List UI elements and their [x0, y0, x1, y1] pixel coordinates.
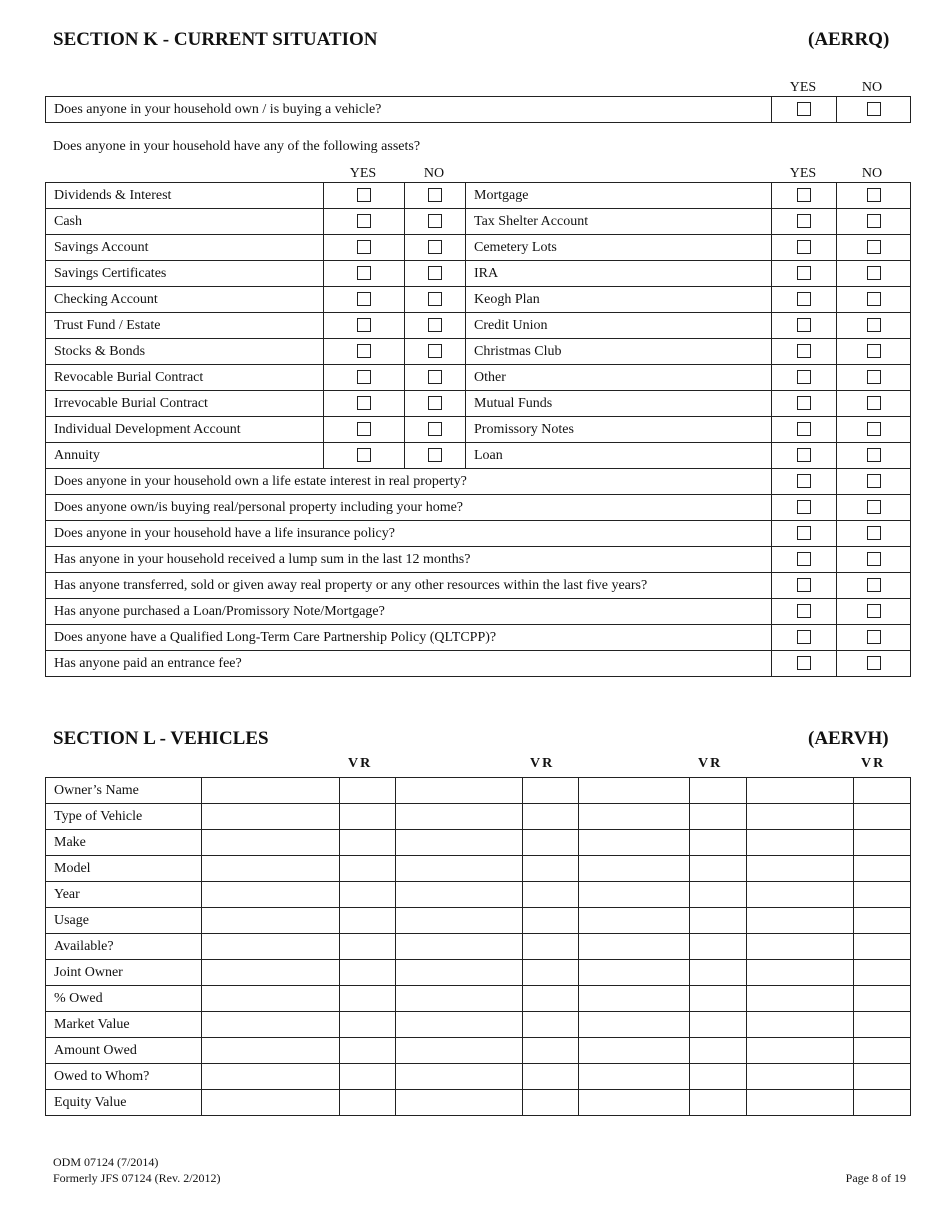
checkbox-no[interactable] [867, 422, 881, 436]
checkbox-no[interactable] [867, 630, 881, 644]
asset-label-right: Credit Union [466, 313, 772, 339]
checkbox-no[interactable] [428, 422, 442, 436]
yes-label: YES [789, 80, 817, 95]
checkbox-yes[interactable] [797, 344, 811, 358]
checkbox-no[interactable] [428, 214, 442, 228]
checkbox-yes[interactable] [797, 422, 811, 436]
checkbox-no[interactable] [867, 318, 881, 332]
table-row [46, 651, 911, 677]
table-row [46, 235, 911, 261]
checkbox-yes[interactable] [797, 292, 811, 306]
vr-label-4: VR [861, 756, 886, 771]
checkbox-yes[interactable] [797, 500, 811, 514]
vehicle-field-input[interactable] [396, 882, 523, 908]
checkbox-no[interactable] [867, 396, 881, 410]
asset-label-right: Loan [466, 443, 772, 469]
vehicle-field-input[interactable] [396, 1038, 523, 1064]
table-row [46, 495, 911, 521]
vehicle-field-label: Owed to Whom? [46, 1064, 202, 1090]
vehicle-field-input[interactable] [854, 830, 911, 856]
checkbox-yes[interactable] [357, 448, 371, 462]
vehicle-field-input[interactable] [202, 986, 340, 1012]
table-row [46, 882, 911, 908]
checkbox-yes[interactable] [797, 448, 811, 462]
checkbox-yes[interactable] [357, 266, 371, 280]
question-label: Has anyone paid an entrance fee? [46, 651, 772, 677]
vehicle-field-input[interactable] [747, 804, 854, 830]
vehicles-table [45, 777, 911, 1116]
checkbox-no[interactable] [867, 500, 881, 514]
vehicle-field-input[interactable] [579, 908, 690, 934]
vehicle-field-label: Market Value [46, 1012, 202, 1038]
checkbox-no[interactable] [428, 396, 442, 410]
asset-label-right: Mutual Funds [466, 391, 772, 417]
checkbox-no[interactable] [867, 448, 881, 462]
vehicle-field-input[interactable] [340, 1090, 396, 1116]
vehicle-field-input[interactable] [579, 934, 690, 960]
checkbox-yes[interactable] [357, 318, 371, 332]
footer-formerly: Formerly JFS 07124 (Rev. 2/2012) [53, 1171, 221, 1185]
asset-label-right: Mortgage [466, 183, 772, 209]
table-row [46, 287, 911, 313]
table-row [46, 778, 911, 804]
vehicle-field-label: Type of Vehicle [46, 804, 202, 830]
vehicle-field-input[interactable] [579, 1038, 690, 1064]
checkbox-no[interactable] [867, 578, 881, 592]
vehicle-field-input[interactable] [523, 778, 579, 804]
vr-label-1: VR [348, 756, 373, 771]
vehicle-field-input[interactable] [523, 1012, 579, 1038]
vehicle-field-input[interactable] [523, 908, 579, 934]
checkbox-yes[interactable] [797, 188, 811, 202]
vehicle-field-input[interactable] [340, 778, 396, 804]
vehicle-field-input[interactable] [854, 908, 911, 934]
checkbox-yes[interactable] [797, 102, 811, 116]
vehicle-field-input[interactable] [523, 1038, 579, 1064]
checkbox-no[interactable] [867, 474, 881, 488]
table-row [46, 856, 911, 882]
table-row [46, 625, 911, 651]
asset-label-right: Other [466, 365, 772, 391]
vehicle-field-input[interactable] [340, 1038, 396, 1064]
vehicle-field-input[interactable] [523, 882, 579, 908]
checkbox-yes[interactable] [797, 240, 811, 254]
vehicle-field-input[interactable] [854, 960, 911, 986]
asset-label-left: Stocks & Bonds [46, 339, 324, 365]
vehicle-field-input[interactable] [747, 908, 854, 934]
vehicle-field-input[interactable] [202, 830, 340, 856]
footer-page: Page 8 of 19 [845, 1171, 906, 1185]
asset-label-left: Revocable Burial Contract [46, 365, 324, 391]
vehicle-field-input[interactable] [396, 1064, 523, 1090]
table-row [46, 934, 911, 960]
vehicle-field-input[interactable] [854, 934, 911, 960]
vehicle-field-input[interactable] [579, 960, 690, 986]
vehicle-field-input[interactable] [854, 1090, 911, 1116]
vehicle-field-label: Available? [46, 934, 202, 960]
checkbox-no[interactable] [867, 102, 881, 116]
question-label: Has anyone purchased a Loan/Promissory Note/Mortgage? [46, 599, 772, 625]
table-row [46, 1064, 911, 1090]
asset-label-left: Irrevocable Burial Contract [46, 391, 324, 417]
checkbox-yes[interactable] [797, 578, 811, 592]
vehicle-field-input[interactable] [523, 1090, 579, 1116]
checkbox-no[interactable] [428, 318, 442, 332]
table-row [46, 365, 911, 391]
vehicle-field-input[interactable] [202, 856, 340, 882]
checkbox-no[interactable] [428, 370, 442, 384]
vehicle-field-label: Make [46, 830, 202, 856]
table-row [46, 960, 911, 986]
vehicle-field-input[interactable] [396, 830, 523, 856]
vehicle-field-input[interactable] [854, 804, 911, 830]
vehicle-field-input[interactable] [340, 908, 396, 934]
asset-label-left: Annuity [46, 443, 324, 469]
vehicle-field-input[interactable] [340, 934, 396, 960]
checkbox-no[interactable] [867, 552, 881, 566]
checkbox-yes[interactable] [797, 552, 811, 566]
checkbox-no[interactable] [867, 604, 881, 618]
checkbox-yes[interactable] [797, 318, 811, 332]
asset-label-left: Savings Certificates [46, 261, 324, 287]
vehicle-field-input[interactable] [340, 1012, 396, 1038]
vehicle-field-input[interactable] [854, 882, 911, 908]
checkbox-no[interactable] [428, 448, 442, 462]
vehicle-field-input[interactable] [747, 960, 854, 986]
assets-table [45, 182, 911, 677]
asset-label-right: Christmas Club [466, 339, 772, 365]
no-label: NO [861, 80, 883, 95]
vehicle-field-input[interactable] [690, 986, 747, 1012]
no-label-right: NO [861, 166, 883, 181]
vehicle-field-input[interactable] [202, 1090, 340, 1116]
checkbox-yes[interactable] [797, 214, 811, 228]
table-row [46, 804, 911, 830]
vehicle-field-label: Usage [46, 908, 202, 934]
no-label-left: NO [423, 166, 445, 181]
checkbox-no[interactable] [867, 656, 881, 670]
table-row [46, 599, 911, 625]
asset-label-right: Cemetery Lots [466, 235, 772, 261]
vehicle-field-input[interactable] [202, 882, 340, 908]
question-label: Has anyone transferred, sold or given away real property or any other resources within the last five years? [46, 573, 772, 599]
table-row [46, 443, 911, 469]
checkbox-no[interactable] [867, 240, 881, 254]
question-label: Does anyone in your household own a life estate interest in real property? [46, 469, 772, 495]
vehicle-field-input[interactable] [396, 1090, 523, 1116]
table-row [46, 908, 911, 934]
asset-label-left: Trust Fund / Estate [46, 313, 324, 339]
vehicle-field-label: Year [46, 882, 202, 908]
table-row [46, 97, 911, 123]
vehicle-field-input[interactable] [523, 804, 579, 830]
section-l-code: (AERVH) [808, 728, 889, 749]
question-label: Does anyone own/is buying real/personal property including your home? [46, 495, 772, 521]
vehicle-field-input[interactable] [747, 1090, 854, 1116]
checkbox-yes[interactable] [797, 656, 811, 670]
vehicle-field-input[interactable] [523, 934, 579, 960]
vehicle-field-input[interactable] [690, 882, 747, 908]
checkbox-yes[interactable] [357, 396, 371, 410]
vehicle-field-input[interactable] [747, 778, 854, 804]
vehicle-field-input[interactable] [340, 960, 396, 986]
checkbox-no[interactable] [428, 344, 442, 358]
asset-label-left: Checking Account [46, 287, 324, 313]
vehicle-field-input[interactable] [579, 830, 690, 856]
vehicle-field-input[interactable] [396, 856, 523, 882]
checkbox-no[interactable] [867, 188, 881, 202]
vehicle-field-input[interactable] [579, 1012, 690, 1038]
vehicle-field-input[interactable] [523, 856, 579, 882]
checkbox-yes[interactable] [797, 474, 811, 488]
yes-label-left: YES [349, 166, 377, 181]
checkbox-yes[interactable] [797, 604, 811, 618]
asset-label-right: IRA [466, 261, 772, 287]
table-row [46, 391, 911, 417]
table-row [46, 209, 911, 235]
vehicle-field-input[interactable] [690, 1038, 747, 1064]
table-row [46, 469, 911, 495]
vehicle-field-input[interactable] [202, 778, 340, 804]
vehicle-field-input[interactable] [396, 934, 523, 960]
vehicle-field-input[interactable] [690, 1064, 747, 1090]
checkbox-yes[interactable] [357, 344, 371, 358]
vehicle-field-input[interactable] [340, 986, 396, 1012]
vehicle-field-input[interactable] [854, 986, 911, 1012]
section-k-title: SECTION K - CURRENT SITUATION [53, 29, 378, 50]
table-row [46, 313, 911, 339]
table-row [46, 573, 911, 599]
question-label: Does anyone have a Qualified Long-Term Care Partnership Policy (QLTCPP)? [46, 625, 772, 651]
checkbox-no[interactable] [428, 266, 442, 280]
checkbox-no[interactable] [867, 370, 881, 384]
vehicle-field-label: Owner’s Name [46, 778, 202, 804]
vehicle-field-input[interactable] [202, 908, 340, 934]
asset-label-left: Savings Account [46, 235, 324, 261]
question-label: Has anyone in your household received a lump sum in the last 12 months? [46, 547, 772, 573]
vehicle-field-input[interactable] [396, 1012, 523, 1038]
vehicle-field-input[interactable] [690, 908, 747, 934]
vehicle-field-label: Joint Owner [46, 960, 202, 986]
vehicle-field-input[interactable] [202, 934, 340, 960]
table-row [46, 1090, 911, 1116]
vehicle-field-input[interactable] [854, 1064, 911, 1090]
checkbox-no[interactable] [428, 292, 442, 306]
table-row [46, 547, 911, 573]
checkbox-yes[interactable] [357, 292, 371, 306]
vehicle-field-input[interactable] [690, 856, 747, 882]
checkbox-no[interactable] [867, 266, 881, 280]
vehicle-field-input[interactable] [579, 986, 690, 1012]
asset-label-left: Individual Development Account [46, 417, 324, 443]
vehicle-field-input[interactable] [690, 778, 747, 804]
table-row [46, 261, 911, 287]
section-k-code: (AERRQ) [808, 29, 890, 50]
checkbox-no[interactable] [428, 188, 442, 202]
vr-label-2: VR [530, 756, 555, 771]
table-row [46, 521, 911, 547]
checkbox-no[interactable] [867, 526, 881, 540]
vehicle-field-input[interactable] [854, 778, 911, 804]
checkbox-no[interactable] [867, 214, 881, 228]
vehicle-field-input[interactable] [747, 1012, 854, 1038]
vehicle-field-input[interactable] [579, 856, 690, 882]
vehicle-field-input[interactable] [747, 934, 854, 960]
vehicle-field-label: Equity Value [46, 1090, 202, 1116]
checkbox-yes[interactable] [797, 526, 811, 540]
table-row [46, 986, 911, 1012]
table-row [46, 183, 911, 209]
vehicle-field-input[interactable] [747, 986, 854, 1012]
vehicle-field-input[interactable] [854, 856, 911, 882]
vehicle-field-input[interactable] [690, 830, 747, 856]
table-row [46, 339, 911, 365]
asset-label-right: Promissory Notes [466, 417, 772, 443]
vehicle-field-input[interactable] [202, 960, 340, 986]
asset-label-right: Tax Shelter Account [466, 209, 772, 235]
vehicle-field-input[interactable] [747, 1064, 854, 1090]
checkbox-no[interactable] [867, 344, 881, 358]
vehicle-field-input[interactable] [396, 804, 523, 830]
vehicle-field-input[interactable] [340, 830, 396, 856]
vehicle-field-input[interactable] [854, 1038, 911, 1064]
checkbox-no[interactable] [428, 240, 442, 254]
checkbox-yes[interactable] [797, 266, 811, 280]
vehicle-field-input[interactable] [690, 1012, 747, 1038]
vehicle-question: Does anyone in your household own / is buying a vehicle? [46, 97, 772, 123]
asset-label-right: Keogh Plan [466, 287, 772, 313]
vehicle-field-input[interactable] [690, 934, 747, 960]
vehicle-field-input[interactable] [747, 882, 854, 908]
section-l-title: SECTION L - VEHICLES [53, 728, 269, 749]
table-row [46, 1038, 911, 1064]
vehicle-field-input[interactable] [340, 882, 396, 908]
vehicle-field-input[interactable] [396, 908, 523, 934]
asset-label-left: Cash [46, 209, 324, 235]
vehicle-field-input[interactable] [690, 1090, 747, 1116]
vehicle-field-input[interactable] [854, 1012, 911, 1038]
table-row [46, 417, 911, 443]
checkbox-yes[interactable] [797, 396, 811, 410]
vehicle-field-input[interactable] [690, 960, 747, 986]
vehicle-field-input[interactable] [747, 856, 854, 882]
vehicle-field-input[interactable] [202, 1064, 340, 1090]
asset-label-left: Dividends & Interest [46, 183, 324, 209]
vehicle-field-input[interactable] [579, 1064, 690, 1090]
vehicle-field-input[interactable] [202, 804, 340, 830]
vehicle-field-label: Amount Owed [46, 1038, 202, 1064]
vehicle-field-input[interactable] [202, 1012, 340, 1038]
vehicle-field-input[interactable] [579, 1090, 690, 1116]
checkbox-yes[interactable] [357, 214, 371, 228]
checkbox-no[interactable] [867, 292, 881, 306]
assets-intro: Does anyone in your household have any of the following assets? [53, 139, 421, 154]
vehicle-field-input[interactable] [579, 882, 690, 908]
vehicle-field-input[interactable] [396, 986, 523, 1012]
vehicle-field-label: Model [46, 856, 202, 882]
table-row [46, 1012, 911, 1038]
checkbox-yes[interactable] [797, 630, 811, 644]
vr-label-3: VR [698, 756, 723, 771]
vehicle-field-input[interactable] [690, 804, 747, 830]
checkbox-yes[interactable] [357, 370, 371, 384]
footer-form-id: ODM 07124 (7/2014) [53, 1155, 159, 1169]
vehicle-field-input[interactable] [747, 830, 854, 856]
vehicle-field-label: % Owed [46, 986, 202, 1012]
vehicle-field-input[interactable] [523, 1064, 579, 1090]
question-label: Does anyone in your household have a life insurance policy? [46, 521, 772, 547]
vehicle-field-input[interactable] [340, 804, 396, 830]
vehicle-field-input[interactable] [340, 856, 396, 882]
checkbox-yes[interactable] [357, 422, 371, 436]
vehicle-field-input[interactable] [396, 778, 523, 804]
vehicle-field-input[interactable] [747, 1038, 854, 1064]
yes-label-right: YES [789, 166, 817, 181]
vehicle-field-input[interactable] [396, 960, 523, 986]
vehicle-field-input[interactable] [340, 1064, 396, 1090]
table-row [46, 830, 911, 856]
checkbox-yes[interactable] [357, 188, 371, 202]
vehicle-field-input[interactable] [579, 778, 690, 804]
vehicle-field-input[interactable] [202, 1038, 340, 1064]
vehicle-field-input[interactable] [523, 986, 579, 1012]
vehicle-field-input[interactable] [579, 804, 690, 830]
vehicle-question-table [45, 96, 911, 123]
checkbox-yes[interactable] [357, 240, 371, 254]
vehicle-field-input[interactable] [523, 830, 579, 856]
vehicle-field-input[interactable] [523, 960, 579, 986]
checkbox-yes[interactable] [797, 370, 811, 384]
